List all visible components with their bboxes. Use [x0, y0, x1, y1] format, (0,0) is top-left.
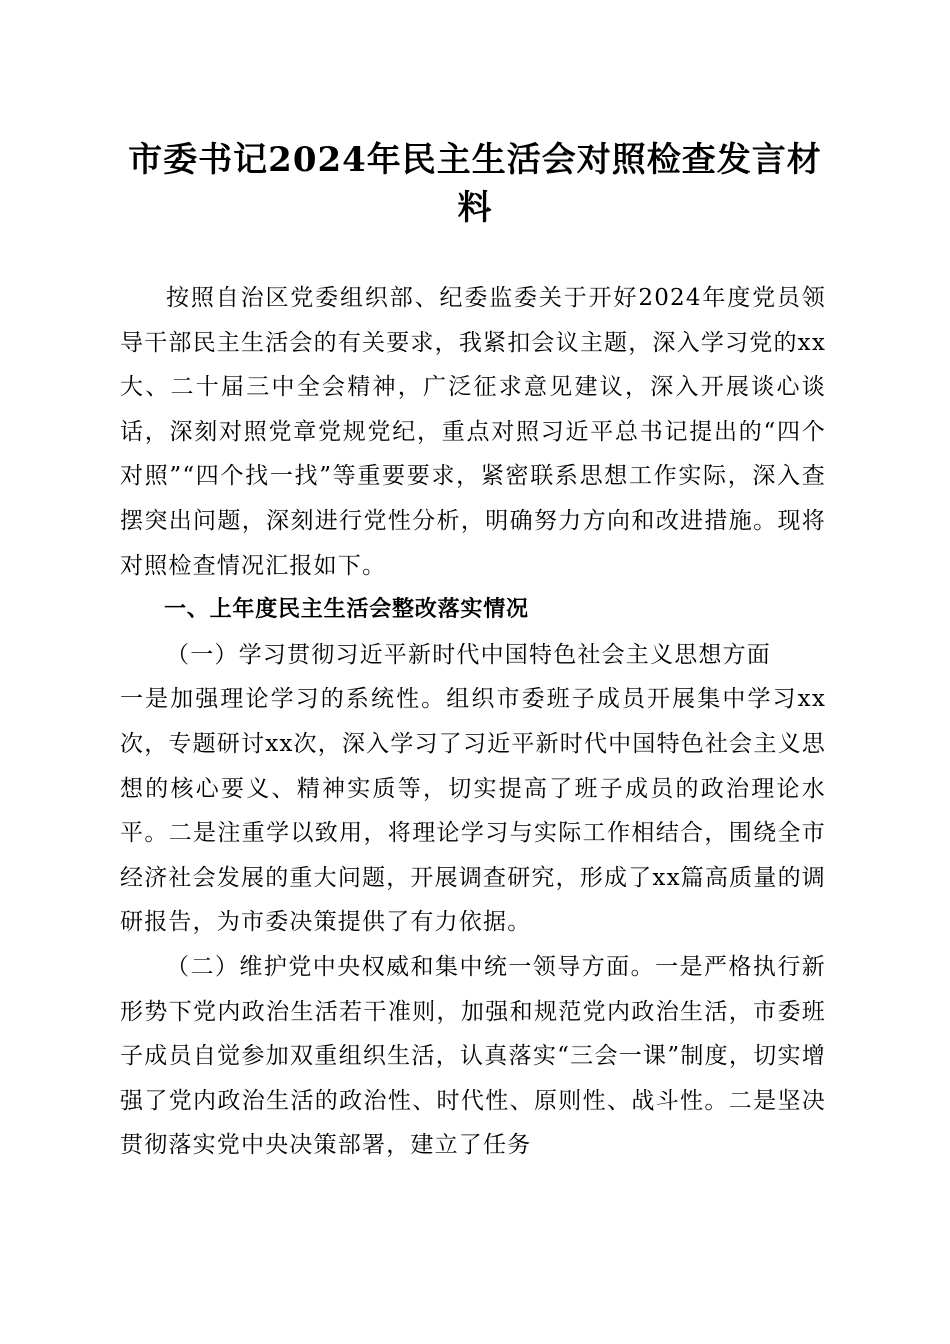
body-paragraph: 一是加强理论学习的系统性。组织市委班子成员开展集中学习xx次，专题研讨xx次，深入学习了习近平新时代中国特色社会主义思想的核心要义、精神实质等，切实提高了班子成员的政治理论水平。二是注重学以致用，将理论学习与实际工作相结合，围绕全市经济社会发展的重大问题，开展调查研究，形成了xx篇高质量的调研报告，为市委决策提供了有力依据。 [120, 686, 826, 936]
subsection-heading: （一）学习贯彻习近平新时代中国特色社会主义思想方面 [166, 641, 771, 668]
intro-paragraph: 按照自治区党委组织部、纪委监委关于开好2024年度党员领导干部民主生活会的有关要求，我紧扣会议主题，深入学习党的xx大、二十届三中全会精神，广泛征求意见建议，深入开展谈心谈话，深刻对照党章党规党纪，重点对照习近平总书记提出的“四个对照”“四个找一找”等重要要求，紧密联系思想工作实际，深入查摆突出问题，深刻进行党性分析，明确努力方向和改进措施。现将对照检查情况汇报如下。 [120, 285, 826, 579]
document-title: 市委书记2024年民主生活会对照检查发言材料 [128, 140, 822, 228]
section-heading: 一、上年度民主生活会整改落实情况 [164, 597, 529, 623]
body-paragraph: （二）维护党中央权威和集中统一领导方面。一是严格执行新形势下党内政治生活若干准则，加强和规范党内政治生活，市委班子成员自觉参加双重组织生活，认真落实“三会一课”制度，切实增强了党内政治生活的政治性、时代性、原则性、战斗性。二是坚决贯彻落实党中央决策部署，建立了任务 [120, 953, 826, 1159]
document-body [120, 276, 826, 1168]
